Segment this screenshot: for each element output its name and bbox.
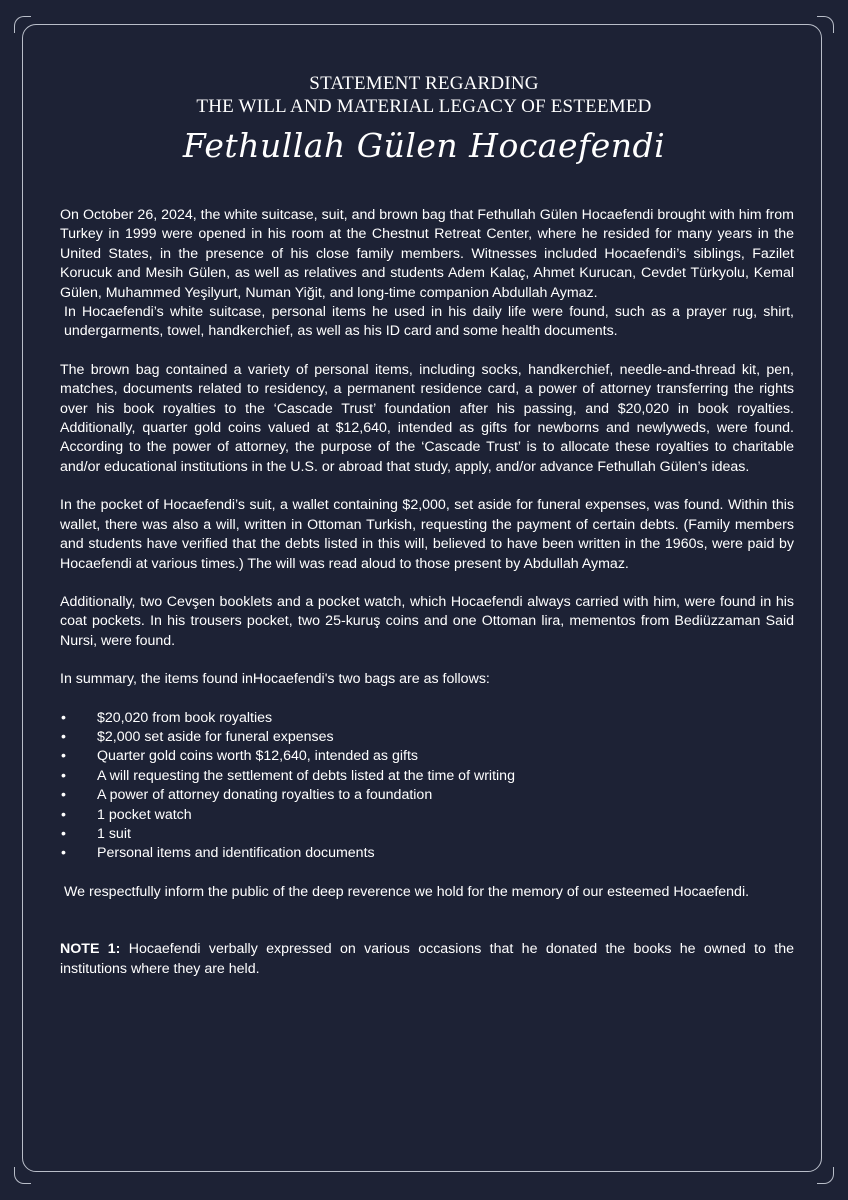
paragraph-closing: We respectfully inform the public of the deep reverence we hold for the memory of our esteemed Hocaefendi. xyxy=(64,883,750,900)
list-item: • $20,020 from book royalties xyxy=(60,709,794,728)
list-item: • A power of attorney donating royalties to a foundation xyxy=(60,786,794,805)
statement-header xyxy=(0,72,848,168)
paragraph-white-suitcase: In Hocaefendi’s white suitcase, personal items he used in his daily life were found, such as a prayer rug, shirt, undergarments, towel, handkerchief, as well as his ID card and some health documents. xyxy=(64,304,794,340)
list-item: • 1 suit xyxy=(60,825,794,844)
bullet-icon: • xyxy=(61,845,66,862)
paragraph-opening: On October 26, 2024, the white suitcase, suit, and brown bag that Fethullah Gülen Hocaefendi brought with him from Turkey in 1999 were opened in his room at the Chestnut Retreat Center, where he resided for many years in the United States, in the presence of his close family members. Witnesses included Hocaefendi’s siblings, Fazilet Korucuk and Mesih Gülen, as well as relatives and students Adem Kalaç, Ahmet Kurucan, Cevdet Türkyolu, Kemal Gülen, Muhammed Yeşilyurt, Numan Yiğit, and long-time companion Abdullah Aymaz. xyxy=(60,207,794,301)
bullet-icon: • xyxy=(61,806,66,823)
bullet-icon: • xyxy=(61,728,66,745)
list-item: • A will requesting the settlement of debts listed at the time of writing xyxy=(60,767,794,786)
corner-ornament-bottom-right xyxy=(817,1167,834,1184)
title-name: Fethullah Gülen Hocaefendi xyxy=(182,126,666,165)
list-item: • Personal items and identification documents xyxy=(60,844,794,863)
paragraph-summary-intro: In summary, the items found inHocaefendi's two bags are as follows: xyxy=(60,671,490,688)
bullet-icon: • xyxy=(61,767,66,784)
list-item: • Quarter gold coins worth $12,640, intended as gifts xyxy=(60,747,794,766)
corner-ornament-top-right xyxy=(817,16,834,33)
note-text: Hocaefendi verbally expressed on various occasions that he donated the books he owned to the institutions where they are held. xyxy=(60,941,794,977)
list-item: • $2,000 set aside for funeral expenses xyxy=(60,728,794,747)
paragraph-coat-pockets: Additionally, two Cevşen booklets and a pocket watch, which Hocaefendi always carried with him, were found in his coat pockets. In his trousers pocket, two 25-kuruş coins and one Ottoman lira, mementos from Bediüzzaman Said Nursi, were found. xyxy=(60,593,794,649)
items-list xyxy=(60,709,794,864)
list-item: • 1 pocket watch xyxy=(60,806,794,825)
corner-ornament-bottom-left xyxy=(14,1167,31,1184)
paragraph-suit-pocket: In the pocket of Hocaefendi’s suit, a wallet containing $2,000, set aside for funeral expenses, was found. Within this wallet, there was also a will, written in Ottoman Turkish, requesting the payment of certain debts. (Family members and students have verified that the debts listed in this will, believed to have been written in the 1960s, were paid by Hocaefendi at various times.) The will was read aloud to those present by Abdullah Aymaz. xyxy=(60,497,794,572)
paragraph-brown-bag: The brown bag contained a variety of personal items, including socks, handkerchief, needle-and-thread kit, pen, matches, documents related to residency, a permanent residence card, a power of attorney transferring the rights over his book royalties to the ‘Cascade Trust’ foundation after his passing, and $20,020 in book royalties. Additionally, quarter gold coins valued at $12,640, intended as gifts for newborns and newlyweds, were found. According to the power of attorney, the purpose of the ‘Cascade Trust’ is to allocate these royalties to charitable and/or educational institutions in the U.S. or abroad that study, apply, and/or advance Fethullah Gülen’s ideas. xyxy=(60,361,794,475)
bullet-icon: • xyxy=(61,787,66,804)
corner-ornament-top-left xyxy=(14,16,31,33)
title-line-2: THE WILL AND MATERIAL LEGACY OF ESTEEMED xyxy=(196,96,652,117)
statement-body xyxy=(60,206,794,979)
bullet-icon: • xyxy=(61,748,66,765)
note-label: NOTE 1: xyxy=(60,941,121,958)
note-paragraph xyxy=(60,940,794,979)
bullet-icon: • xyxy=(61,825,66,842)
bullet-icon: • xyxy=(61,709,66,726)
title-line-1: STATEMENT REGARDING xyxy=(309,73,539,94)
